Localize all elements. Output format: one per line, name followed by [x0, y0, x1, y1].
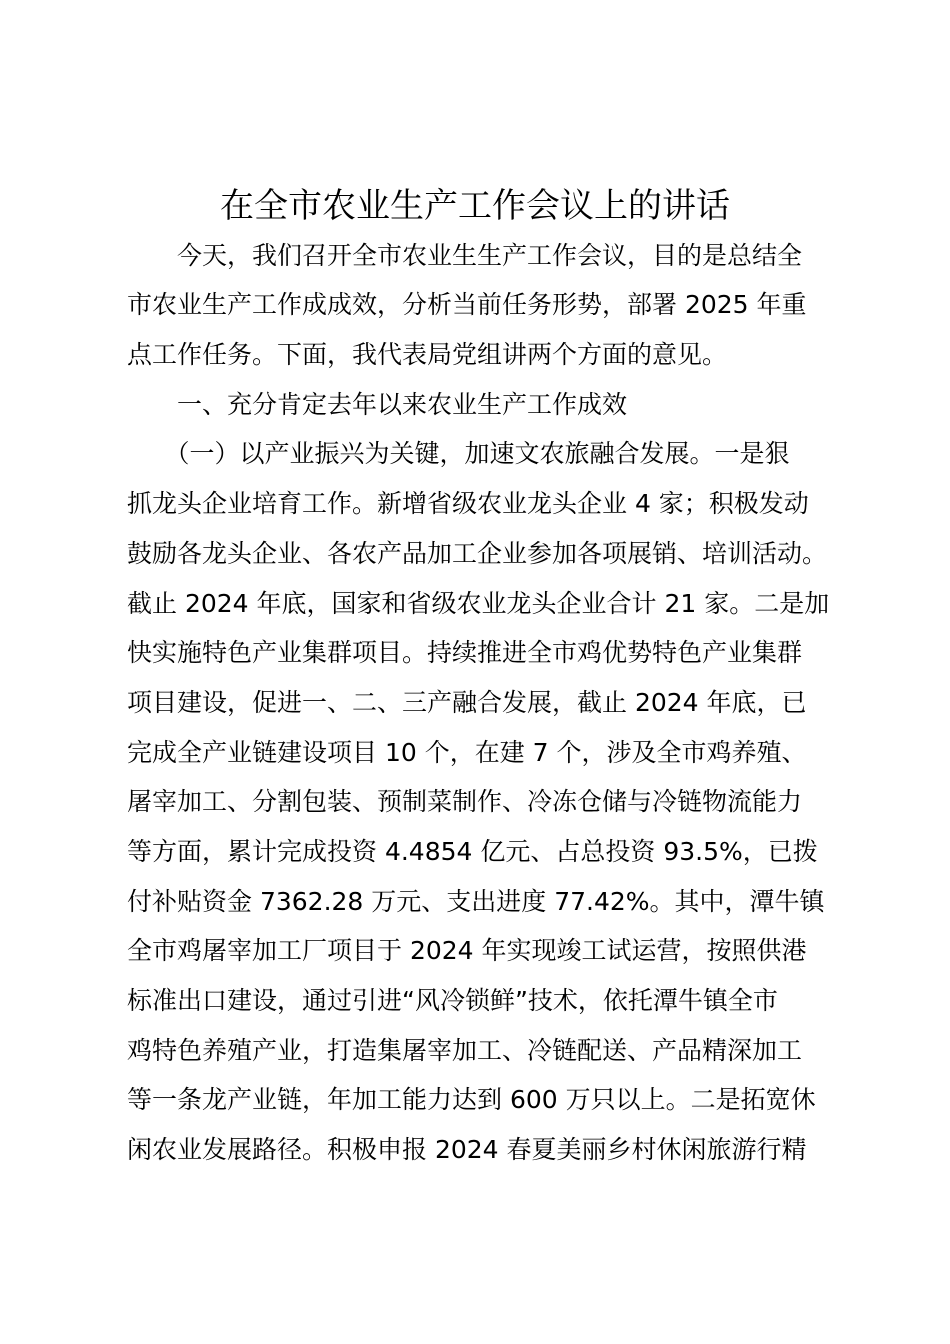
document-title: 在全市农业生产工作会议上的讲话 [220, 186, 730, 226]
section-heading: 一、充分肯定去年以来农业生产工作成效 [127, 390, 628, 419]
text-line: 完成全产业链建设项目 10 个，在建 7 个，涉及全市鸡养殖、 [127, 738, 807, 767]
text-line: 付补贴资金 7362.28 万元、支出进度 77.42%。其中，潭牛镇 [127, 887, 825, 916]
text-line: 等一条龙产业链，年加工能力达到 600 万只以上。二是拓宽休 [127, 1085, 816, 1114]
text-line: 等方面，累计完成投资 4.4854 亿元、占总投资 93.5%，已拨 [127, 837, 818, 866]
text-line: 今天，我们召开全市农业生生产工作会议，目的是总结全 [127, 241, 803, 270]
text-line: 截止 2024 年底，国家和省级农业龙头企业合计 21 家。二是加 [127, 589, 830, 618]
text-line: 闲农业发展路径。积极申报 2024 春夏美丽乡村休闲旅游行精 [127, 1135, 807, 1164]
text-line: 抓龙头企业培育工作。新增省级农业龙头企业 4 家；积极发动 [127, 489, 809, 518]
text-line: 鼓励各龙头企业、各农产品加工企业参加各项展销、培训活动。 [127, 539, 828, 568]
text-line: 快实施特色产业集群项目。持续推进全市鸡优势特色产业集群 [127, 638, 803, 667]
text-line: （一）以产业振兴为关键，加速文农旅融合发展。一是狠 [127, 439, 790, 468]
text-line: 市农业生产工作成成效，分析当前任务形势，部署 2025 年重 [127, 290, 807, 319]
text-line: 标准出口建设，通过引进“风冷锁鲜”技术，依托潭牛镇全市 [127, 986, 778, 1015]
text-line: 全市鸡屠宰加工厂项目于 2024 年实现竣工试运营，按照供港 [127, 936, 807, 965]
text-line: 屠宰加工、分割包装、预制菜制作、冷冻仓储与冷链物流能力 [127, 787, 803, 816]
text-line: 项目建设，促进一、二、三产融合发展，截止 2024 年底，已 [127, 688, 807, 717]
text-line: 点工作任务。下面，我代表局党组讲两个方面的意见。 [127, 340, 728, 369]
text-line: 鸡特色养殖产业，打造集屠宰加工、冷链配送、产品精深加工 [127, 1036, 803, 1065]
